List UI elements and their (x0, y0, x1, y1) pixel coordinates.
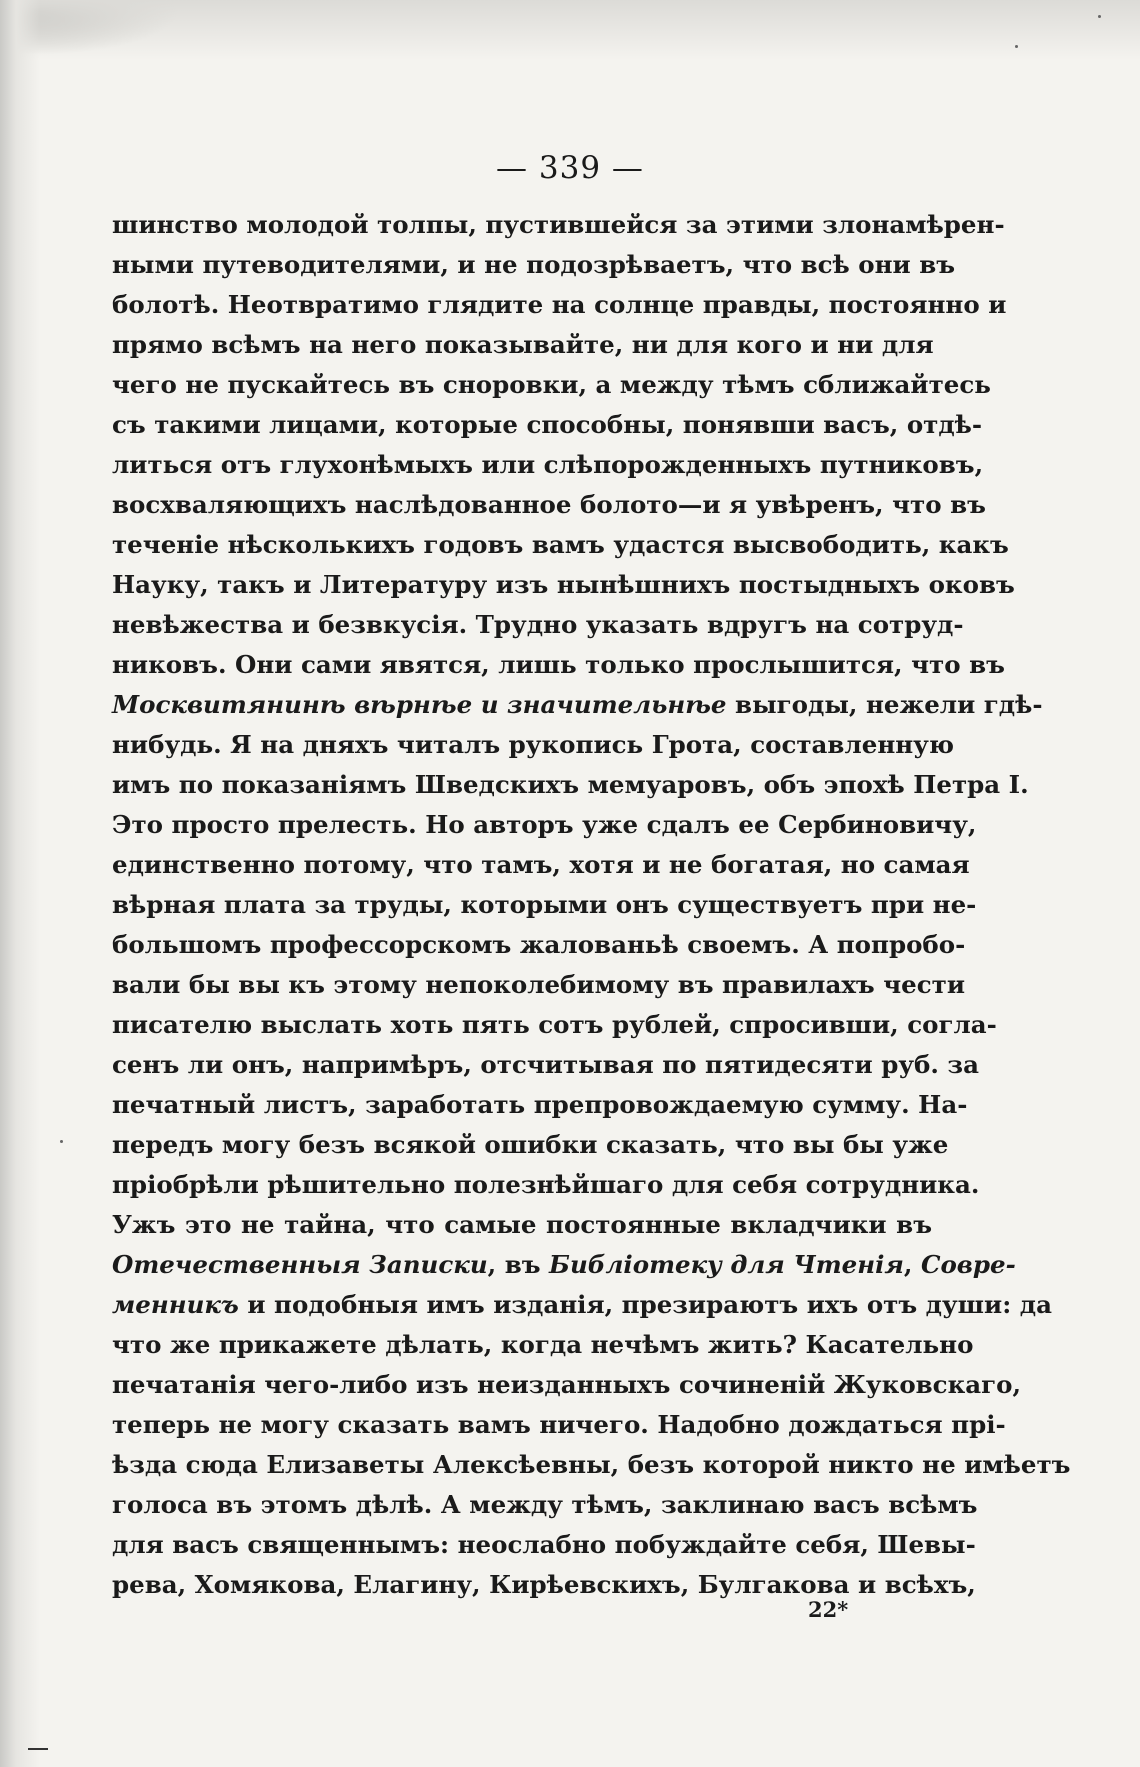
text-line: чего не пускайтесь въ сноровки, а между тѣмъ сближайтесь (112, 370, 991, 399)
scan-speck (1015, 45, 1018, 48)
text-line: болотѣ. Неотвратимо глядите на солнце правды, постоянно и (112, 290, 1007, 319)
text-line: большомъ профессорскомъ жалованьѣ своемъ. А попробо- (112, 930, 966, 959)
text-segment: и подобныя имъ изданія, презираютъ ихъ отъ души: да (238, 1290, 1052, 1319)
text-line: ѣзда сюда Елизаветы Алексѣевны, безъ которой никто не имѣетъ (112, 1450, 1071, 1479)
scan-left-shadow (0, 0, 40, 1767)
scan-speck (60, 1140, 63, 1143)
text-line: ными путеводителями, и не подозрѣваетъ, что всѣ они въ (112, 250, 956, 279)
text-line: единственно потому, что тамъ, хотя и не богатая, но самая (112, 850, 970, 879)
text-line: что же прикажете дѣлать, когда нечѣмъ жить? Касательно (112, 1330, 974, 1359)
text-line: печатанія чего-либо изъ неизданныхъ сочиненій Жуковскаго, (112, 1370, 1022, 1399)
text-line: теперь не могу сказать вамъ ничего. Надобно дождаться прі- (112, 1410, 1006, 1439)
text-segment: выгоды, нежели гдѣ- (726, 690, 1043, 719)
text-line: писателю выслать хоть пять сотъ рублей, спросивши, согла- (112, 1010, 997, 1039)
text-segment: , въ (487, 1250, 550, 1279)
italic-title: менникъ (112, 1290, 239, 1319)
text-line: Ужъ это не тайна, что самые постоянные вкладчики въ (112, 1210, 932, 1239)
text-segment: , (903, 1250, 921, 1279)
text-line-mixed (112, 1285, 1052, 1325)
text-line: пріобрѣли рѣшительно полезнѣйшаго для себя сотрудника. (112, 1170, 980, 1199)
text-line: имъ по показаніямъ Шведскихъ мемуаровъ, объ эпохѣ Петра I. (112, 770, 1029, 799)
italic-title: Библіотеку для Чтенія (549, 1250, 904, 1279)
text-line: для васъ священнымъ: неослабно побуждайте себя, Шевы- (112, 1530, 976, 1559)
text-line: рева, Хомякова, Елагину, Кирѣевскихъ, Булгакова и всѣхъ, (112, 1570, 976, 1599)
text-line: Науку, такъ и Литературу изъ нынѣшнихъ постыдныхъ оковъ (112, 570, 1015, 599)
page-number-header: — 339 — (496, 150, 644, 186)
text-line: вали бы вы къ этому непоколебимому въ правилахъ чести (112, 970, 966, 999)
text-line: нибудь. Я на дняхъ читалъ рукопись Грота, составленную (112, 730, 954, 759)
text-line: Это просто прелесть. Но авторъ уже сдалъ ее Сербиновичу, (112, 810, 977, 839)
text-line-mixed (112, 1245, 1016, 1285)
text-line: сенъ ли онъ, напримѣръ, отсчитывая по пятидесяти руб. за (112, 1050, 979, 1079)
text-line: невѣжества и безвкусія. Трудно указать вдругъ на сотруд- (112, 610, 964, 639)
italic-title: Совре- (920, 1250, 1016, 1279)
text-line: съ такими лицами, которые способны, понявши васъ, отдѣ- (112, 410, 983, 439)
text-line: теченіе нѣсколькихъ годовъ вамъ удастся высвободить, какъ (112, 530, 1009, 559)
scan-top-shadow (0, 0, 1140, 60)
text-line: шинство молодой толпы, пустившейся за этими злонамѣрен- (112, 210, 1005, 239)
text-line: никовъ. Они сами явятся, лишь только прослышится, что въ (112, 650, 1005, 679)
text-line: прямо всѣмъ на него показывайте, ни для кого и ни для (112, 330, 934, 359)
text-line: голоса въ этомъ дѣлѣ. А между тѣмъ, заклинаю васъ всѣмъ (112, 1490, 978, 1519)
text-line: печатный листъ, заработать препровождаемую сумму. На- (112, 1090, 968, 1119)
text-line: передъ могу безъ всякой ошибки сказать, что вы бы уже (112, 1130, 949, 1159)
italic-title: Отечественныя Записки (112, 1250, 488, 1279)
scan-edge-mark (28, 1748, 48, 1750)
text-line-mixed (112, 685, 1043, 725)
text-line: литься отъ глухонѣмыхъ или слѣпорожденныхъ путниковъ, (112, 450, 984, 479)
text-line: вѣрная плата за труды, которыми онъ существуетъ при не- (112, 890, 977, 919)
text-line: восхваляющихъ наслѣдованное болото—и я увѣренъ, что въ (112, 490, 986, 519)
signature-mark: 22* (808, 1597, 849, 1622)
italic-title: Москвитянинѣ вѣрнѣе и значительнѣе (112, 690, 727, 719)
scan-speck (1098, 15, 1101, 18)
body-text (112, 205, 1071, 1605)
